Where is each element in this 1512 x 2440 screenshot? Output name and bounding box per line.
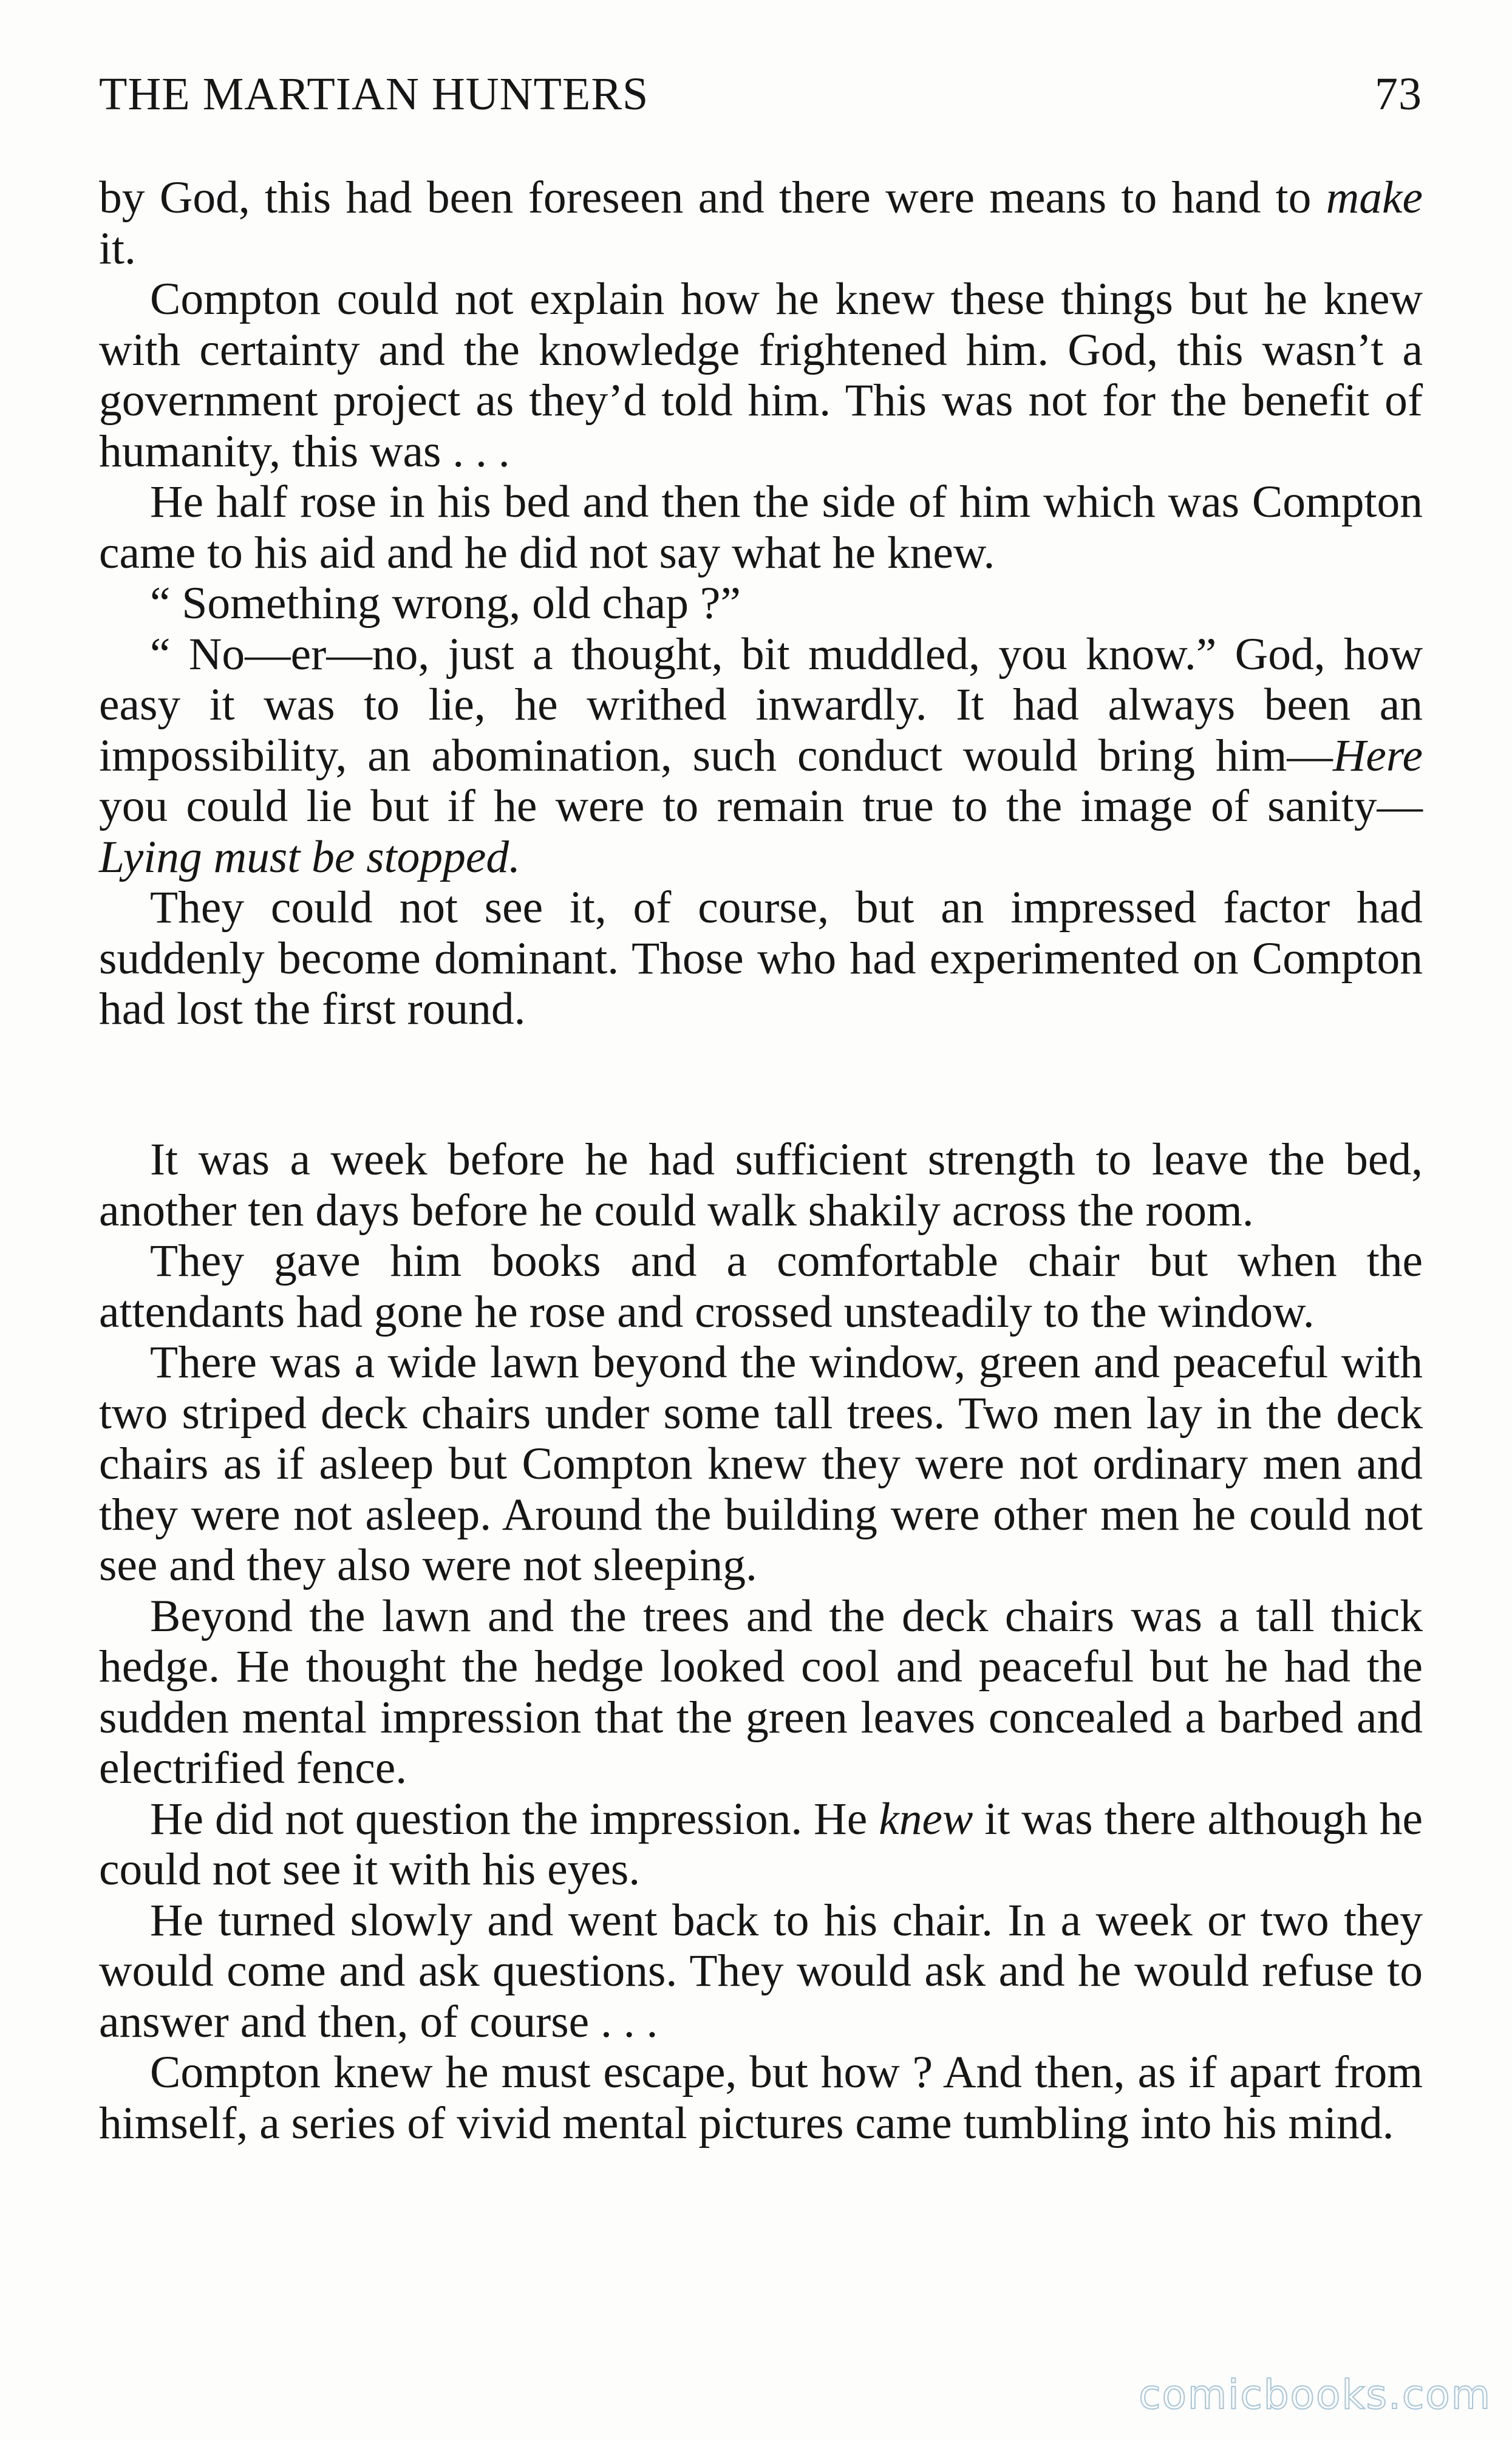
italic-text: make — [1326, 172, 1423, 223]
text-run: it. — [99, 223, 136, 274]
paragraph — [99, 629, 1423, 883]
paragraph — [99, 578, 1423, 629]
paragraph — [99, 1591, 1423, 1794]
italic-text: Here — [1332, 730, 1423, 781]
italic-text: Lying must be stopped. — [99, 831, 520, 882]
running-head — [99, 61, 1422, 128]
text-run: Compton could not explain how he knew these things but he knew with certainty and the knowledge frightened him. God, this wasn’t a government project as they’d told him. This was not for the benefit of humanity, this was . . . — [99, 274, 1423, 477]
text-section-one — [99, 172, 1423, 1035]
page-number: 73 — [1375, 69, 1422, 120]
text-run: “ Something wrong, old chap ?” — [150, 578, 741, 629]
paragraph — [99, 1236, 1423, 1337]
text-run: you could lie but if he were to remain true to the image of sanity— — [99, 781, 1423, 831]
text-run: They gave him books and a comfortable chair but when the attendants had gone he rose and crossed unsteadily to the window. — [99, 1236, 1423, 1337]
text-run: It was a week before he had sufficient strength to leave the bed, another ten days before he could walk shakily across the room. — [99, 1134, 1423, 1236]
watermark-logo: comicbooks.com — [1139, 2371, 1491, 2418]
paragraph — [99, 477, 1423, 578]
paragraph — [99, 2047, 1423, 2149]
text-run: Compton knew he must escape, but how ? And then, as if apart from himself, a series of vivid mental pictures came tumbling into his mind. — [99, 2047, 1423, 2149]
text-run: He half rose in his bed and then the side of him which was Compton came to his aid and he did not say what he knew. — [99, 477, 1423, 578]
paragraph — [99, 172, 1423, 274]
paragraph — [99, 1895, 1423, 2048]
text-run: “ No—er—no, just a thought, bit muddled, you know.” God, how easy it was to lie, he writhed inwardly. It had always been an impossibility, an abomination, such conduct would bring him— — [99, 629, 1423, 781]
paragraph — [99, 1337, 1423, 1591]
text-run: it was there although he could not see it with his eyes. — [99, 1793, 1423, 1895]
text-run: by God, this had been foreseen and there were means to hand to — [99, 172, 1326, 223]
paragraph — [99, 1134, 1423, 1236]
book-title: THE MARTIAN HUNTERS — [99, 69, 649, 120]
text-run: Beyond the lawn and the trees and the deck chairs was a tall thick hedge. He thought the hedge looked cool and peaceful but he had the sudden mental impression that the green leaves concealed a barbed and electrified fence. — [99, 1590, 1423, 1793]
paragraph — [99, 1794, 1423, 1895]
text-section-two — [99, 1134, 1423, 2149]
paragraph — [99, 274, 1423, 477]
text-run: He did not question the impression. He — [150, 1793, 879, 1844]
text-run: They could not see it, of course, but an impressed factor had suddenly become dominant. Those who had experimented on Compton had lost the first round. — [99, 882, 1423, 1034]
italic-text: knew — [879, 1793, 973, 1844]
text-run: There was a wide lawn beyond the window, green and peaceful with two striped deck chairs under some tall trees. Two men lay in the deck chairs as if asleep but Compton knew they were not ordinary men and they were not asleep. Around the building were other men he could not see and they also were not sleeping. — [99, 1337, 1423, 1590]
text-run: He turned slowly and went back to his chair. In a week or two they would come and ask questions. They would ask and he would refuse to answer and then, of course . . . — [99, 1895, 1423, 2047]
paragraph — [99, 882, 1423, 1035]
